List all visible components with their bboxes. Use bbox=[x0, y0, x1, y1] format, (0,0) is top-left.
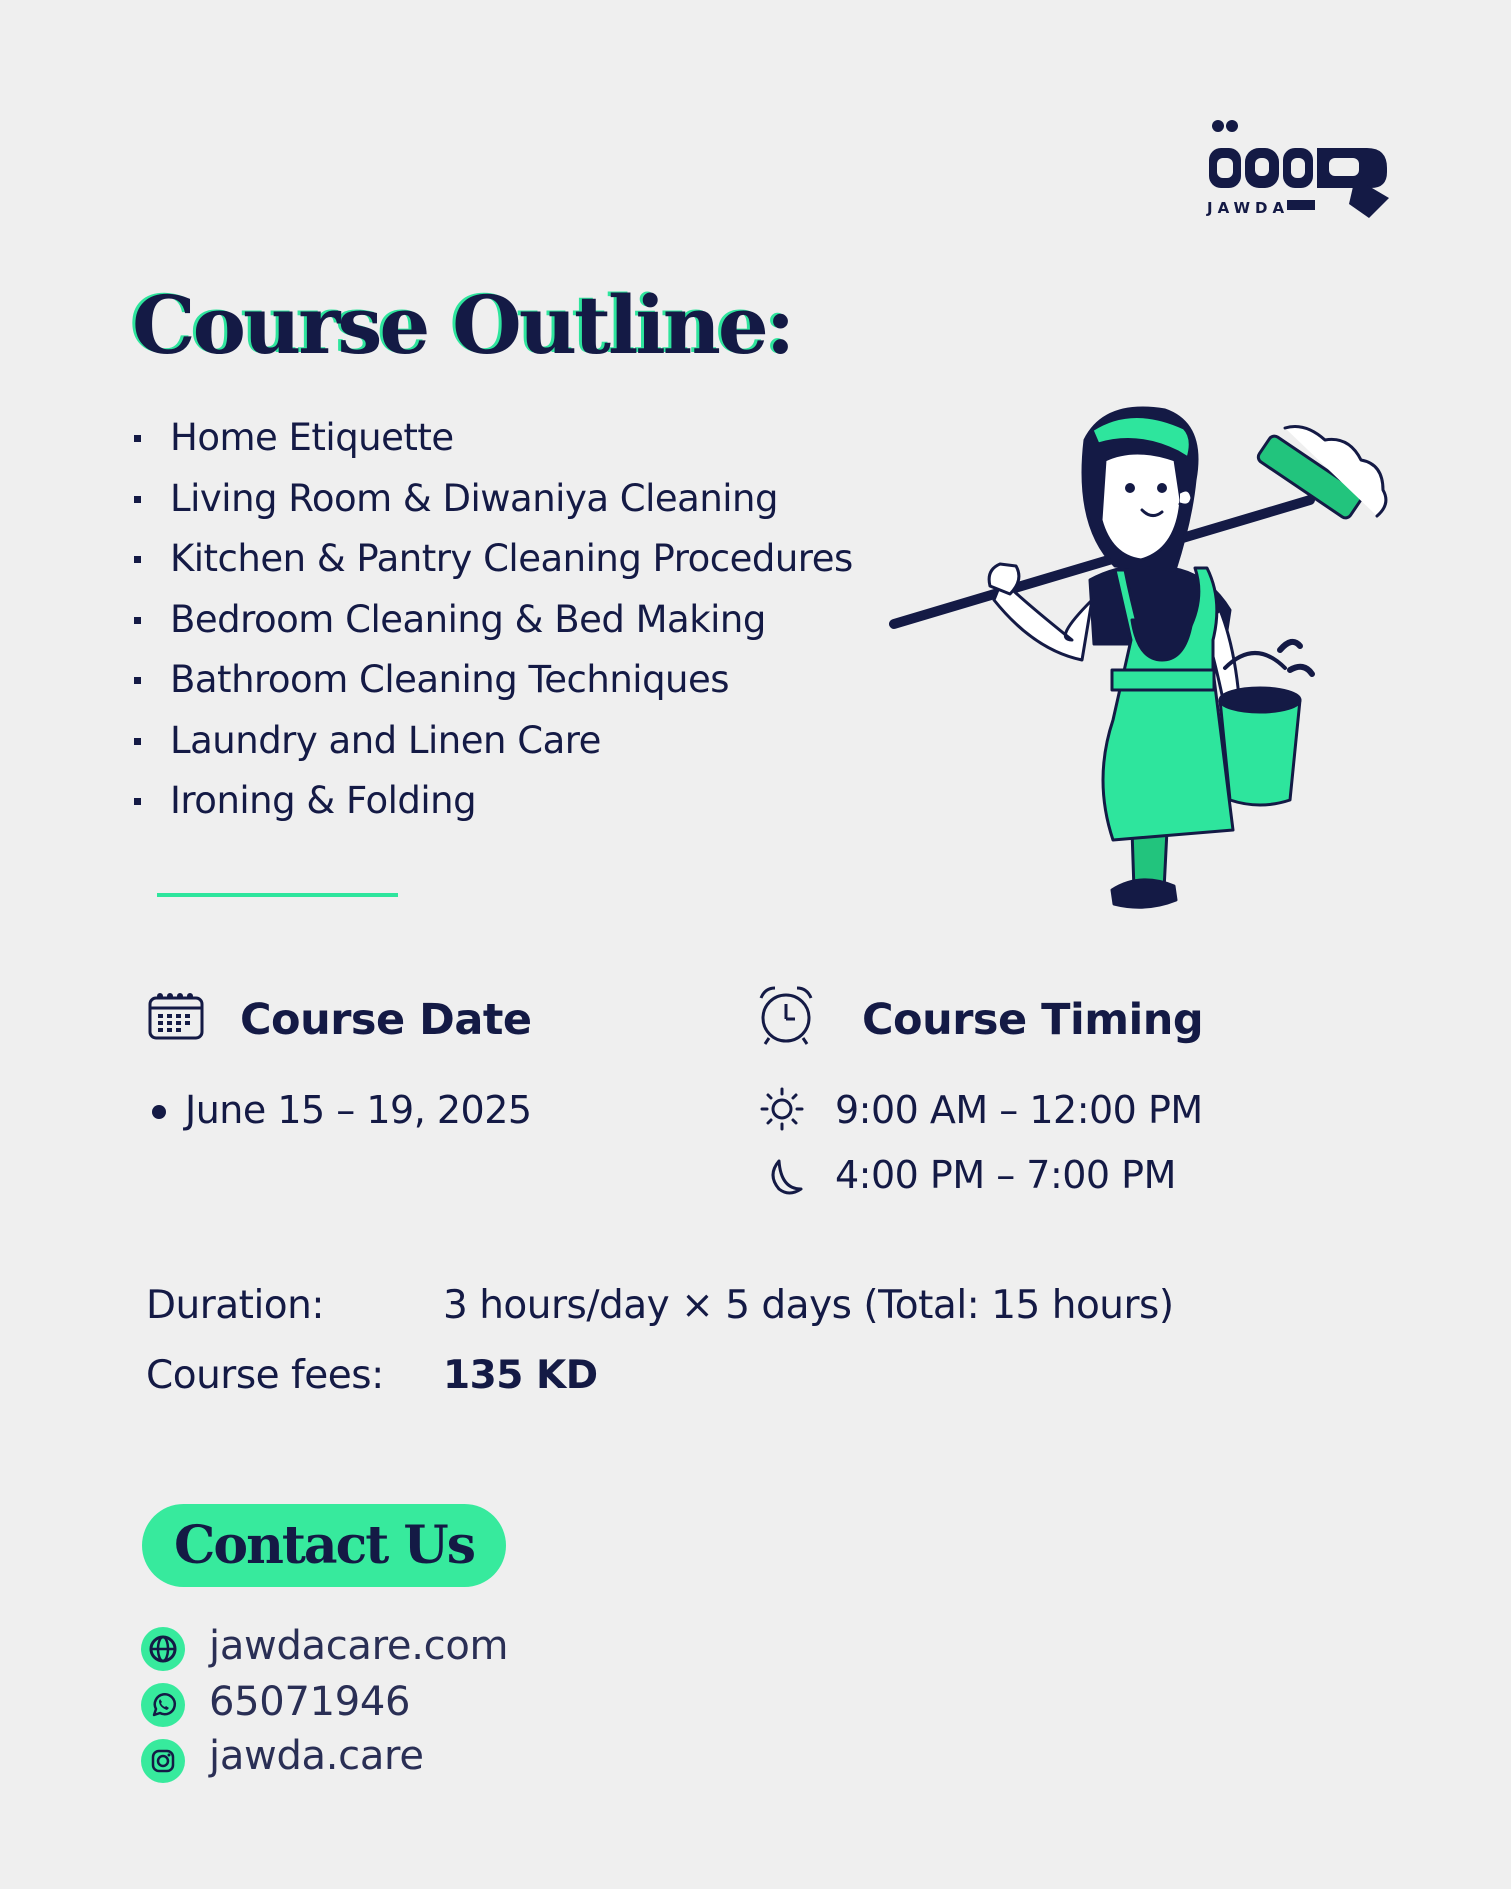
page-title: Course Outline: bbox=[132, 278, 793, 372]
outline-item: Laundry and Linen Care bbox=[132, 711, 853, 772]
course-date-title: Course Date bbox=[240, 995, 532, 1045]
instagram-icon bbox=[141, 1739, 185, 1783]
outline-item: Kitchen & Pantry Cleaning Procedures bbox=[132, 529, 853, 590]
sun-icon bbox=[760, 1087, 804, 1131]
evening-timing: 4:00 PM – 7:00 PM bbox=[835, 1153, 1176, 1197]
contact-us-badge bbox=[142, 1504, 506, 1587]
logo-wordmark: JAWDA bbox=[1207, 199, 1290, 217]
whatsapp-icon bbox=[141, 1683, 185, 1727]
moon-icon bbox=[763, 1157, 803, 1197]
section-divider bbox=[157, 893, 398, 897]
calendar-icon bbox=[148, 990, 204, 1040]
outline-item: Bedroom Cleaning & Bed Making bbox=[132, 590, 853, 651]
duration-label: Duration: bbox=[146, 1283, 325, 1328]
instagram-link[interactable]: jawda.care bbox=[209, 1733, 424, 1779]
website-link[interactable]: jawdacare.com bbox=[209, 1623, 509, 1669]
contact-us-label: Contact Us bbox=[174, 1515, 474, 1576]
course-date-value: June 15 – 19, 2025 bbox=[185, 1088, 532, 1132]
alarm-clock-icon bbox=[755, 984, 817, 1046]
morning-timing: 9:00 AM – 12:00 PM bbox=[835, 1088, 1203, 1132]
date-bullet bbox=[152, 1105, 166, 1119]
duration-value: 3 hours/day × 5 days (Total: 15 hours) bbox=[443, 1283, 1174, 1328]
outline-item: Ironing & Folding bbox=[132, 771, 853, 832]
cleaner-illustration bbox=[880, 400, 1400, 920]
phone-link[interactable]: 65071946 bbox=[209, 1679, 411, 1725]
course-outline-list bbox=[132, 408, 853, 832]
outline-item: Living Room & Diwaniya Cleaning bbox=[132, 469, 853, 530]
outline-item: Home Etiquette bbox=[132, 408, 853, 469]
globe-icon bbox=[141, 1627, 185, 1671]
fees-label: Course fees: bbox=[146, 1353, 384, 1398]
fees-value: 135 KD bbox=[443, 1353, 598, 1398]
outline-item: Bathroom Cleaning Techniques bbox=[132, 650, 853, 711]
course-timing-title: Course Timing bbox=[862, 995, 1204, 1045]
